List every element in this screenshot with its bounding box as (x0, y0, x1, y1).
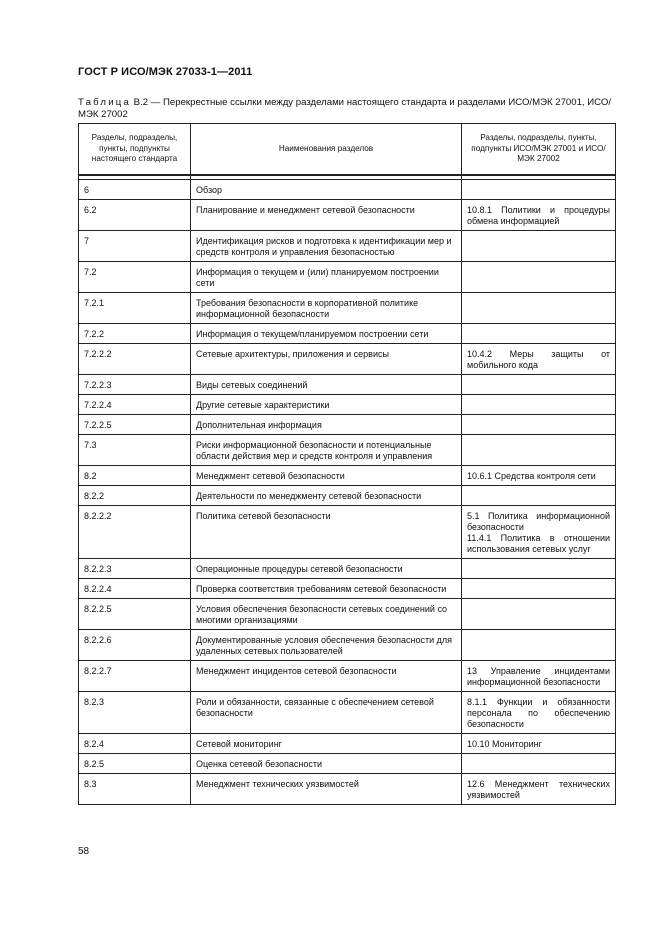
clause-cell: 7.2.2.5 (79, 415, 191, 435)
iso-reference-cell (462, 435, 616, 466)
table-row (79, 375, 616, 395)
section-name-cell: Условия обеспечения безопасности сетевых соединений со многими организациями (191, 599, 462, 630)
iso-reference-cell: 10.4.2 Меры защиты от мобильного кода (462, 344, 616, 375)
section-name-cell: Сетевые архитектуры, приложения и сервисы (191, 344, 462, 375)
table-row (79, 435, 616, 466)
table-row (79, 661, 616, 692)
clause-cell: 8.2.2.6 (79, 630, 191, 661)
iso-reference-cell (462, 262, 616, 293)
column-header-clause: Разделы, подразделы, пункты, подпункты настоящего стандарта (79, 124, 191, 176)
section-name-cell: Идентификация рисков и подготовка к идентификации мер и средств контроля и управления безопасностью (191, 231, 462, 262)
clause-cell: 8.2.2.4 (79, 579, 191, 599)
clause-cell: 8.2.2.7 (79, 661, 191, 692)
section-name-cell: Требования безопасности в корпоративной политике информационной безопасности (191, 293, 462, 324)
iso-reference-cell: 10.10 Мониторинг (462, 734, 616, 754)
iso-reference-cell (462, 559, 616, 579)
section-name-cell: Роли и обязанности, связанные с обеспечением сетевой безопасности (191, 692, 462, 734)
table-row (79, 734, 616, 754)
section-name-cell: Документированные условия обеспечения безопасности для удаленных сетевых пользователей (191, 630, 462, 661)
iso-reference-cell (462, 395, 616, 415)
clause-cell: 8.2.3 (79, 692, 191, 734)
table-row (79, 599, 616, 630)
table-row (79, 506, 616, 559)
section-name-cell: Оценка сетевой безопасности (191, 754, 462, 774)
table-row (79, 754, 616, 774)
section-name-cell: Информация о текущем/планируемом построении сети (191, 324, 462, 344)
section-name-cell: Виды сетевых соединений (191, 375, 462, 395)
table-row (79, 774, 616, 805)
iso-reference-cell (462, 231, 616, 262)
table-row (79, 200, 616, 231)
section-name-cell: Менеджмент технических уязвимостей (191, 774, 462, 805)
clause-cell: 7.2.2.4 (79, 395, 191, 415)
table-body (79, 180, 616, 805)
page-number: 58 (78, 846, 90, 857)
section-name-cell: Обзор (191, 180, 462, 200)
section-name-cell: Проверка соответствия требованиям сетевой безопасности (191, 579, 462, 599)
clause-cell: 7 (79, 231, 191, 262)
section-name-cell: Деятельности по менеджменту сетевой безопасности (191, 486, 462, 506)
clause-cell: 8.2.2.2 (79, 506, 191, 559)
clause-cell: 6.2 (79, 200, 191, 231)
section-name-cell: Операционные процедуры сетевой безопасности (191, 559, 462, 579)
table-row (79, 395, 616, 415)
clause-cell: 7.2.2.3 (79, 375, 191, 395)
section-name-cell: Планирование и менеджмент сетевой безопасности (191, 200, 462, 231)
cross-reference-table (78, 123, 616, 805)
iso-reference-cell (462, 415, 616, 435)
iso-reference-cell (462, 486, 616, 506)
clause-cell: 7.2 (79, 262, 191, 293)
iso-reference-cell: 12.6 Менеджмент технических уязвимостей (462, 774, 616, 805)
table-header-row (79, 124, 616, 176)
column-header-section-name: Наименования разделов (191, 124, 462, 176)
section-name-cell: Менеджмент сетевой безопасности (191, 466, 462, 486)
table-row (79, 262, 616, 293)
clause-cell: 8.3 (79, 774, 191, 805)
iso-reference-cell: 8.1.1 Функции и обязанности персонала по обеспечению безопасности (462, 692, 616, 734)
table-row (79, 324, 616, 344)
clause-cell: 8.2.5 (79, 754, 191, 774)
iso-reference-cell (462, 599, 616, 630)
table-row (79, 466, 616, 486)
table-caption (78, 97, 618, 120)
section-name-cell: Информация о текущем и (или) планируемом построении сети (191, 262, 462, 293)
table-row (79, 231, 616, 262)
table-row (79, 486, 616, 506)
section-name-cell: Сетевой мониторинг (191, 734, 462, 754)
clause-cell: 8.2.2 (79, 486, 191, 506)
caption-label: Таблица (78, 97, 132, 108)
iso-reference-cell (462, 630, 616, 661)
section-name-cell: Политика сетевой безопасности (191, 506, 462, 559)
iso-reference-cell: 13 Управление инцидентами информационной безопасности (462, 661, 616, 692)
clause-cell: 7.3 (79, 435, 191, 466)
iso-reference-cell (462, 324, 616, 344)
iso-reference-cell (462, 180, 616, 200)
iso-reference-cell (462, 293, 616, 324)
iso-reference-cell: 10.6.1 Средства контроля сети (462, 466, 616, 486)
table-row (79, 559, 616, 579)
document-header: ГОСТ Р ИСО/МЭК 27033-1—2011 (78, 66, 253, 78)
clause-cell: 8.2.4 (79, 734, 191, 754)
column-header-iso-reference: Разделы, подразделы, пункты, подпункты ИСО/МЭК 27001 и ИСО/МЭК 27002 (462, 124, 616, 176)
clause-cell: 7.2.1 (79, 293, 191, 324)
clause-cell: 6 (79, 180, 191, 200)
clause-cell: 7.2.2 (79, 324, 191, 344)
iso-reference-cell (462, 754, 616, 774)
iso-reference-cell: 5.1 Политика информационной безопасности 11.4.1 Политика в отношении использования сетевых услуг (462, 506, 616, 559)
clause-cell: 8.2 (79, 466, 191, 486)
section-name-cell: Дополнительная информация (191, 415, 462, 435)
table-row (79, 415, 616, 435)
clause-cell: 7.2.2.2 (79, 344, 191, 375)
clause-cell: 8.2.2.3 (79, 559, 191, 579)
section-name-cell: Другие сетевые характеристики (191, 395, 462, 415)
table-row (79, 180, 616, 200)
iso-reference-cell: 10.8.1 Политики и процедуры обмена информацией (462, 200, 616, 231)
iso-reference-cell (462, 579, 616, 599)
table-row (79, 344, 616, 375)
table-row (79, 692, 616, 734)
caption-text: В.2 — Перекрестные ссылки между разделами настоящего стандарта и разделами ИСО/МЭК 27001, ИСО/МЭК 27002 (78, 97, 611, 120)
section-name-cell: Менеджмент инцидентов сетевой безопасности (191, 661, 462, 692)
section-name-cell: Риски информационной безопасности и потенциальные области действия мер и средств контроля и управления (191, 435, 462, 466)
table-row (79, 579, 616, 599)
table-row (79, 630, 616, 661)
clause-cell: 8.2.2.5 (79, 599, 191, 630)
table-row (79, 293, 616, 324)
iso-reference-cell (462, 375, 616, 395)
